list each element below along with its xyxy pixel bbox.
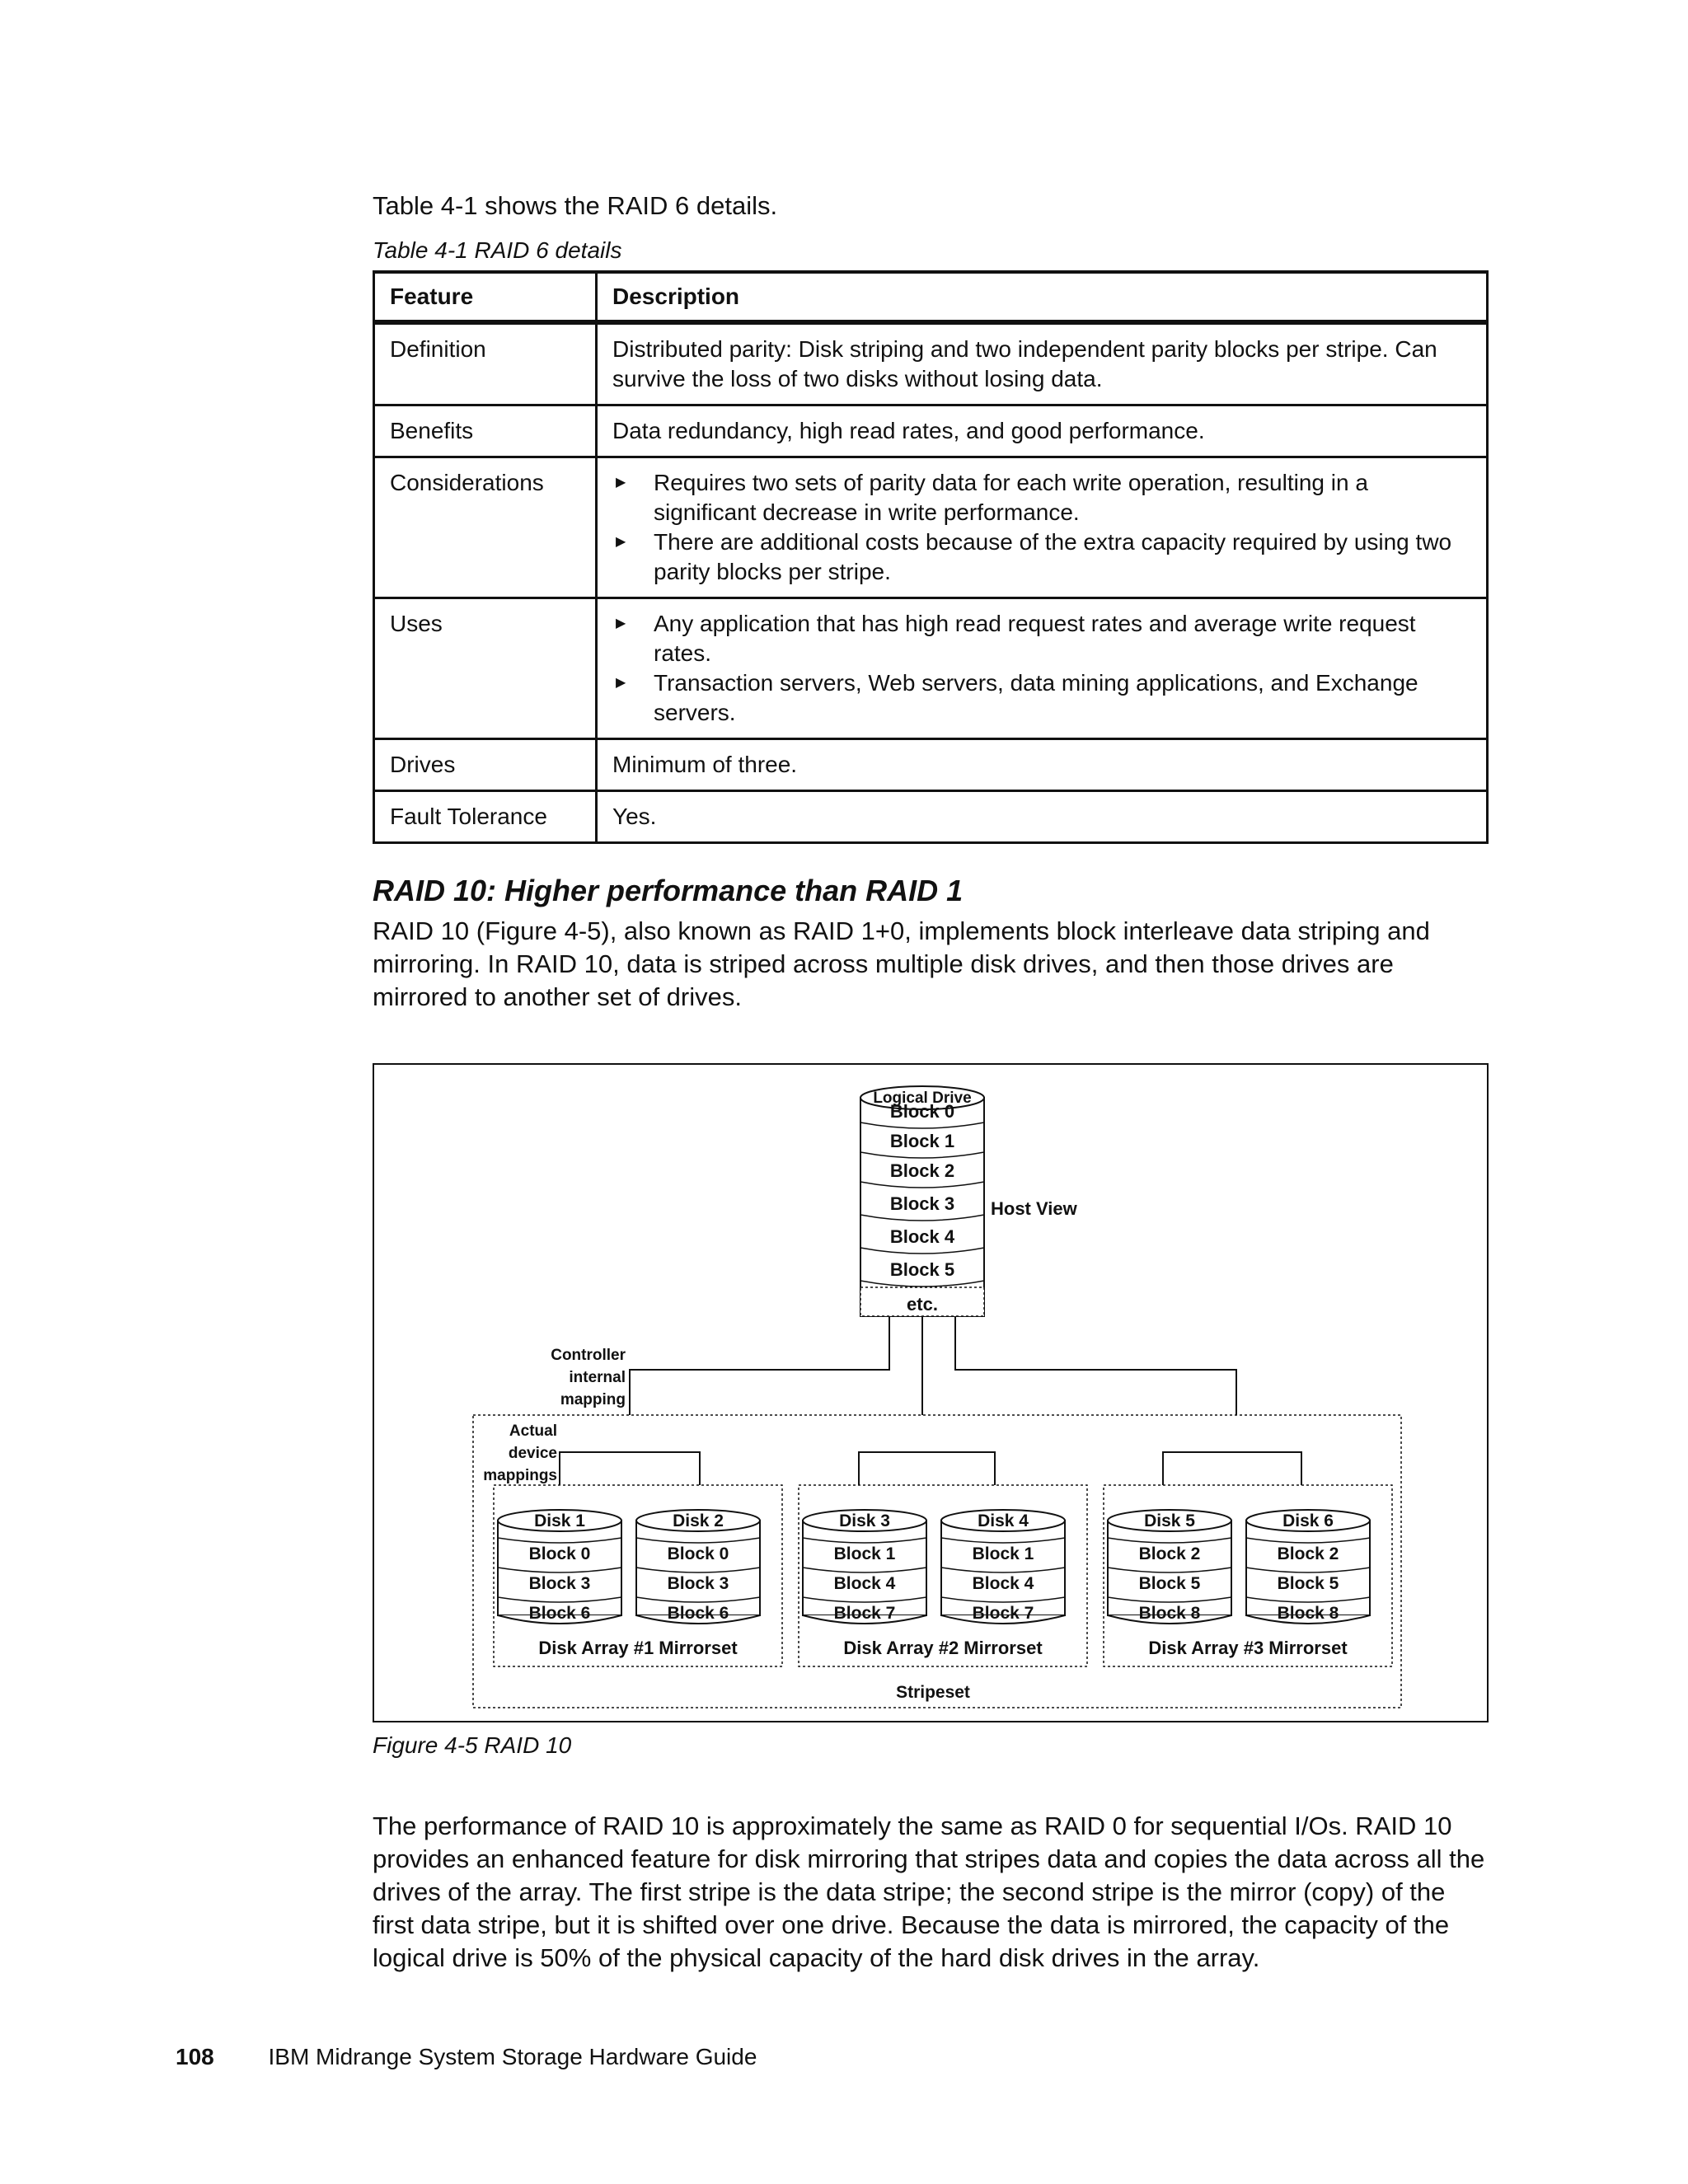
raid10-figure — [373, 1063, 1489, 1722]
book-title: IBM Midrange System Storage Hardware Guide — [268, 2044, 757, 2069]
disk-block-label: Block 6 — [667, 1604, 729, 1623]
table-row — [374, 322, 1488, 405]
disk-block-label: Block 1 — [972, 1544, 1034, 1563]
disk-body — [941, 1521, 1065, 1615]
disk-name: Disk 4 — [978, 1511, 1029, 1530]
header-feature: Feature — [374, 272, 597, 322]
description-cell: Data redundancy, high read rates, and good performance. — [597, 405, 1488, 457]
disk-block-label: Block 4 — [972, 1574, 1034, 1593]
controller-label-1: Controller — [551, 1347, 626, 1364]
table-row — [374, 791, 1488, 843]
bullet-item: ▶ Any application that has high read request rates and average write request rates. — [612, 609, 1471, 668]
disk-name: Disk 3 — [839, 1511, 890, 1530]
disk-name: Disk 1 — [534, 1511, 585, 1530]
logical-block-label: Block 5 — [889, 1259, 955, 1280]
disk-body — [498, 1521, 621, 1615]
connector-line — [560, 1452, 700, 1485]
disk-block-label: Block 4 — [833, 1574, 896, 1593]
disk-name: Disk 6 — [1282, 1511, 1334, 1530]
mirrorset-label: Disk Array #2 Mirrorset — [843, 1638, 1043, 1658]
page-content — [373, 186, 1489, 1975]
table-row — [374, 739, 1488, 791]
logical-block-label: Block 2 — [889, 1160, 955, 1181]
feature-cell: Drives — [374, 739, 597, 791]
mirrorset-label: Disk Array #3 Mirrorset — [1148, 1638, 1348, 1658]
table-row — [374, 405, 1488, 457]
controller-mapping-lines — [630, 1316, 1236, 1415]
feature-cell: Benefits — [374, 405, 597, 457]
table-caption: Table 4-1 RAID 6 details — [373, 237, 622, 263]
logical-block-label: Block 1 — [889, 1131, 955, 1151]
intro-text: Table 4-1 shows the RAID 6 details. — [373, 191, 778, 220]
closing-paragraph: The performance of RAID 10 is approximately the same as RAID 0 for sequential I/Os. RAID 10 provides an enhanced feature for disk mirroring that stripes data and copies the data across all the drives of the array. The first stripe is the data stripe; the second stripe is the mirror (copy) of the first data stripe, but it is shifted over one drive. Because the data is mirrored, the capacity of the logical drive is 50% of the physical capacity of the hard disk drives in the array. — [373, 1811, 1485, 1972]
disk-block-label: Block 8 — [1277, 1604, 1339, 1623]
table-header-row — [374, 272, 1488, 322]
disk-block-label: Block 5 — [1138, 1574, 1201, 1593]
controller-label-2: internal — [569, 1369, 626, 1386]
logical-etc-label: etc. — [907, 1294, 938, 1315]
disk-block-label: Block 3 — [528, 1574, 591, 1593]
connector-line — [630, 1316, 889, 1415]
feature-cell: Fault Tolerance — [374, 791, 597, 843]
actual-label-3: mappings — [483, 1467, 557, 1484]
bullet-item: ▶ Transaction servers, Web servers, data mining applications, and Exchange servers. — [612, 668, 1471, 728]
actual-label-1: Actual — [509, 1422, 557, 1440]
raid6-table — [373, 270, 1489, 844]
bullet-item: ▶ Requires two sets of parity data for each write operation, resulting in a significant decrease in write performance. — [612, 468, 1471, 527]
disk-block-label: Block 0 — [528, 1544, 591, 1563]
mirrorset-label: Disk Array #1 Mirrorset — [538, 1638, 738, 1658]
logical-block-label: Block 0 — [889, 1101, 955, 1122]
logical-block-label: Block 3 — [889, 1193, 955, 1214]
feature-cell: Definition — [374, 322, 597, 405]
disk-block-label: Block 0 — [667, 1544, 729, 1563]
description-cell: Yes. — [597, 791, 1488, 843]
logical-block-label: Block 4 — [889, 1226, 955, 1247]
logical-drive — [860, 1086, 984, 1316]
disk-arrays — [494, 1485, 1392, 1666]
controller-label-3: mapping — [560, 1391, 626, 1408]
disk-body — [1246, 1521, 1370, 1615]
disk-block-label: Block 7 — [833, 1604, 896, 1623]
description-cell: Distributed parity: Disk striping and two independent parity blocks per stripe. Can survive the loss of two disks without losing data. — [597, 322, 1488, 405]
description-cell: Minimum of three. — [597, 739, 1488, 791]
actual-label-2: device — [508, 1445, 557, 1462]
disk-block-label: Block 2 — [1277, 1544, 1339, 1563]
figure-caption: Figure 4-5 RAID 10 — [373, 1732, 572, 1758]
page-footer — [176, 2044, 757, 2070]
table-row — [374, 598, 1488, 739]
disk-name: Disk 2 — [673, 1511, 724, 1530]
description-cell — [597, 457, 1488, 598]
disk-block-label: Block 2 — [1138, 1544, 1201, 1563]
disk-body — [636, 1521, 760, 1615]
table-row — [374, 457, 1488, 598]
disk-block-label: Block 7 — [972, 1604, 1034, 1623]
disk-block-label: Block 3 — [667, 1574, 729, 1593]
connector-line — [955, 1316, 1236, 1415]
feature-cell: Uses — [374, 598, 597, 739]
logical-drive-label: Logical Drive — [873, 1090, 972, 1107]
bullet-item: ▶ There are additional costs because of the extra capacity required by using two parity blocks per stripe. — [612, 527, 1471, 587]
disk-body — [1108, 1521, 1231, 1615]
host-view-label: Host View — [991, 1198, 1077, 1219]
stripeset-label: Stripeset — [896, 1683, 970, 1702]
disk-block-label: Block 6 — [528, 1604, 591, 1623]
header-description: Description — [597, 272, 1488, 322]
connector-line — [1163, 1452, 1301, 1485]
section-paragraph: RAID 10 (Figure 4-5), also known as RAID 1+0, implements block interleave data striping and mirroring. In RAID 10, data is striped across multiple disk drives, and then those drives are mirrored to another set of drives. — [373, 916, 1430, 1011]
device-mapping-lines — [560, 1452, 1301, 1485]
page-number: 108 — [176, 2044, 214, 2069]
disk-block-label: Block 1 — [833, 1544, 896, 1563]
disk-body — [803, 1521, 926, 1615]
raid10-diagram — [374, 1065, 1490, 1724]
description-cell — [597, 598, 1488, 739]
connector-line — [859, 1452, 995, 1485]
disk-block-label: Block 5 — [1277, 1574, 1339, 1593]
section-heading: RAID 10: Higher performance than RAID 1 — [373, 874, 964, 907]
disk-name: Disk 5 — [1144, 1511, 1195, 1530]
feature-cell: Considerations — [374, 457, 597, 598]
disk-block-label: Block 8 — [1138, 1604, 1201, 1623]
